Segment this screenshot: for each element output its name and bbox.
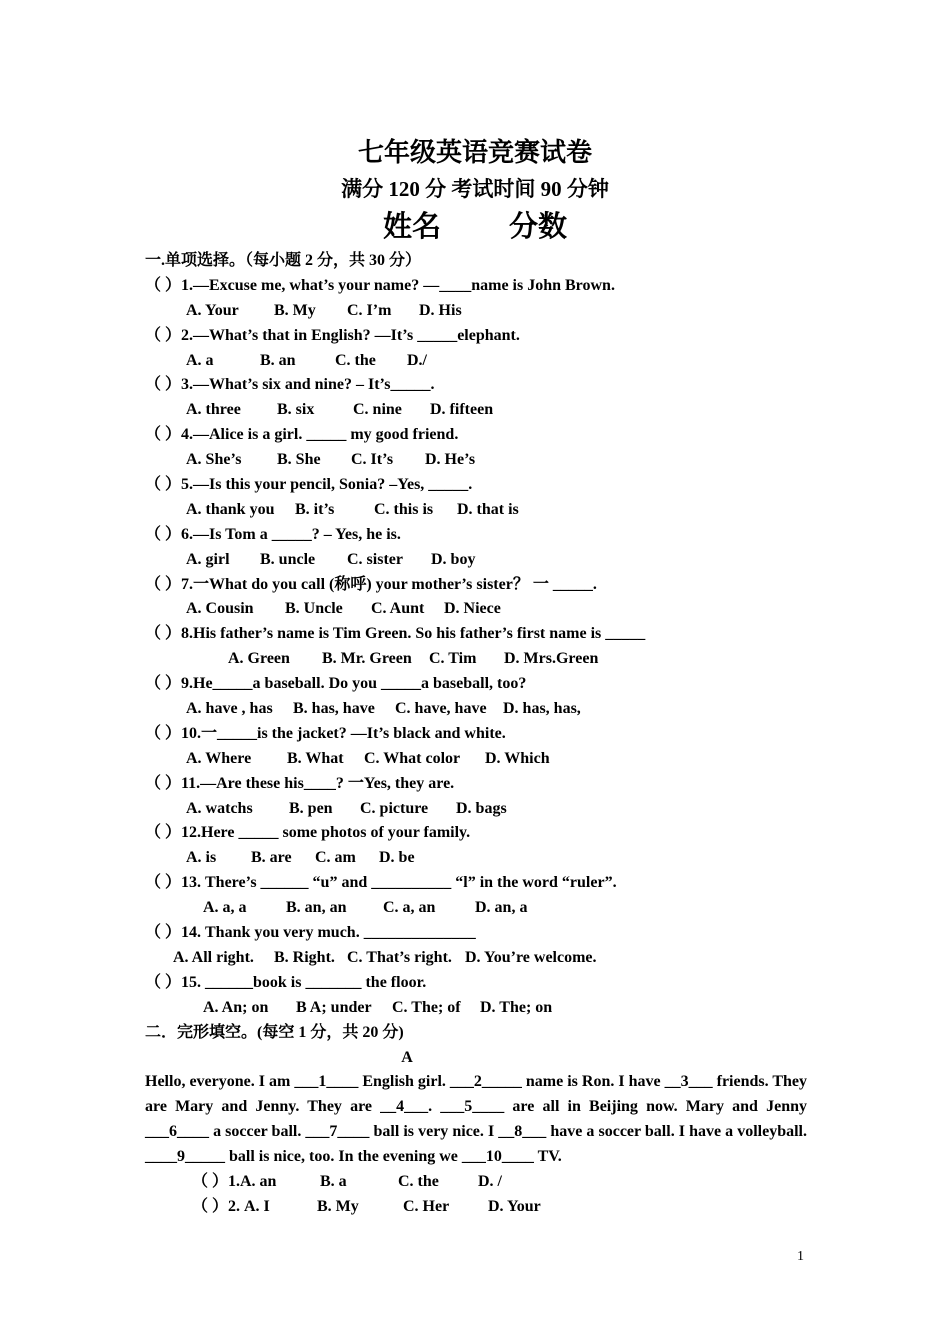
option: C. Her [403,1197,450,1215]
exam-title: 七年级英语竞赛试卷 [357,138,592,167]
option: A. Cousin [186,600,254,618]
cloze-question-stem: （ ）1.A. an [192,1173,277,1191]
options-4 [145,448,807,473]
option: C. the [398,1173,439,1191]
question-1: （ ）1.—Excuse me, what’s your name? —____name is John Brown. [145,276,615,294]
option: C. I’m [347,301,392,319]
option: C. Tim [429,650,477,668]
option: A. She’s [186,451,242,469]
option: B. an, an [286,899,347,917]
option: B. Mr. Green [322,650,412,668]
name-score-line [0,204,950,245]
option: B. My [274,301,316,319]
option: D. be [379,849,415,867]
option: B. are [251,849,292,867]
options-15 [145,996,807,1021]
options-12 [145,846,807,871]
question-2: （ ）2.—What’s that in English? —It’s _____elephant. [145,326,520,344]
option: A. All right. [173,948,254,966]
option: A. girl [186,550,230,568]
option: B. it’s [295,500,335,518]
options-8 [145,647,807,672]
question-10: （ ）10.一_____is the jacket? —It’s black and white. [145,724,506,742]
question-12: （ ）12.Here _____ some photos of your family. [145,824,471,842]
option: B. uncle [260,550,316,568]
option: D. Which [485,749,550,767]
option: B. She [277,451,321,469]
option: C. the [335,351,376,369]
question-14: （ ）14. Thank you very much. ______________ [145,924,476,942]
cloze-question-stem: （ ）2. A. I [192,1197,270,1215]
option: B A; under [296,998,372,1016]
option: D. He’s [425,451,476,469]
option: D. has, has, [503,700,581,718]
option: A. Where [186,749,252,767]
options-11 [145,797,807,822]
option: B. a [320,1173,347,1191]
option: D. Your [488,1197,541,1215]
option: D. that is [457,500,519,518]
option: C. What color [364,749,461,767]
question-7: （ ）7.一What do you call (称呼) your mother’s sister？ 一 _____. [145,575,597,593]
options-10 [145,747,807,772]
option: A. Your [186,301,239,319]
option: D. His [419,301,462,319]
cloze-question-2 [145,1195,807,1220]
option: D. bags [456,799,507,817]
option: A. is [186,849,217,867]
option: C. have, have [395,700,487,718]
option: B. has, have [293,700,375,718]
option: B. pen [289,799,333,817]
question-3: （ ）3.—What’s six and nine? – It’s_____. [145,376,435,394]
option: A. three [186,401,241,419]
option: C. nine [353,401,402,419]
option: C. The; of [392,998,461,1016]
option: B. Uncle [285,600,343,618]
option: C. It’s [351,451,394,469]
option: B. Right. [274,948,335,966]
option: D. Niece [444,600,501,618]
question-11: （ ）11.—Are these his____? 一Yes, they are. [145,774,455,792]
options-14 [145,946,807,971]
option: D. boy [431,550,476,568]
question-13: （ ）13. There’s ______ “u” and __________ “l” in the word “ruler”. [145,874,617,892]
section1-heading: 一.单项选择。（每小题 2 分，共 30 分） [145,252,422,269]
question-6: （ ）6.—Is Tom a _____? – Yes, he is. [145,525,401,543]
option: A. An; on [203,998,269,1016]
question-8: （ ）8.His father’s name is Tim Green. So his father’s first name is _____ [145,625,646,643]
options-3 [145,398,807,423]
option: C. a, an [383,899,436,917]
cloze-question-1 [145,1170,807,1195]
options-7 [145,597,807,622]
option: C. That’s right. [347,948,452,966]
option: D. The; on [480,998,553,1016]
option: A. thank you [186,500,275,518]
option: B. an [260,351,296,369]
score-label: 分数 [509,211,568,243]
page-number: 1 [797,1249,804,1264]
options-13 [145,896,807,921]
option: C. am [315,849,356,867]
option: D. / [478,1173,502,1191]
option: A. have , has [186,700,273,718]
option: B. My [317,1197,359,1215]
question-5: （ ）5.—Is this your pencil, Sonia? –Yes, _____. [145,476,473,494]
cloze-passage: Hello, everyone. I am ___1____ English girl. ___2_____ name is Ron. I have __3___ friends. They are Mary and Jenny. They are __4___. ___5____ are all in Beijing now. Mary and Jenny ___6____ a soccer ball. ___7____ ball is very nice. I __8___ have a soccer ball. I have a volleyball. ____9_____ ball is nice, too. In the evening we ___10____ TV. [145,1073,807,1166]
option: D. an, a [475,899,528,917]
option: D. fifteen [430,401,494,419]
option: A. Green [228,650,290,668]
section2-heading: 二．完形填空。(每空 1 分，共 20 分) [145,1023,404,1041]
option: C. Aunt [371,600,425,618]
option: D. You’re welcome. [465,948,597,966]
option: D. Mrs.Green [504,650,599,668]
option: D./ [407,351,427,369]
exam-subtitle: 满分 120 分 考试时间 90 分钟 [341,177,609,201]
option: A. watchs [186,799,253,817]
name-label: 姓名 [382,211,441,243]
option: B. six [277,401,315,419]
exam-content [145,249,807,1220]
options-6 [145,548,807,573]
option: A. a, a [203,899,247,917]
options-9 [145,697,807,722]
option: C. sister [347,550,403,568]
question-15: （ ）15. ______book is _______ the floor. [145,973,427,991]
option: B. What [287,749,344,767]
options-2 [145,349,807,374]
options-1 [145,299,807,324]
question-9: （ ）9.He_____a baseball. Do you _____a baseball, too? [145,675,527,693]
options-5 [145,498,807,523]
question-4: （ ）4.—Alice is a girl. _____ my good friend. [145,426,459,444]
option: C. picture [360,799,429,817]
passage-label: A [401,1048,413,1066]
option: A. a [186,351,214,369]
option: C. this is [374,500,434,518]
